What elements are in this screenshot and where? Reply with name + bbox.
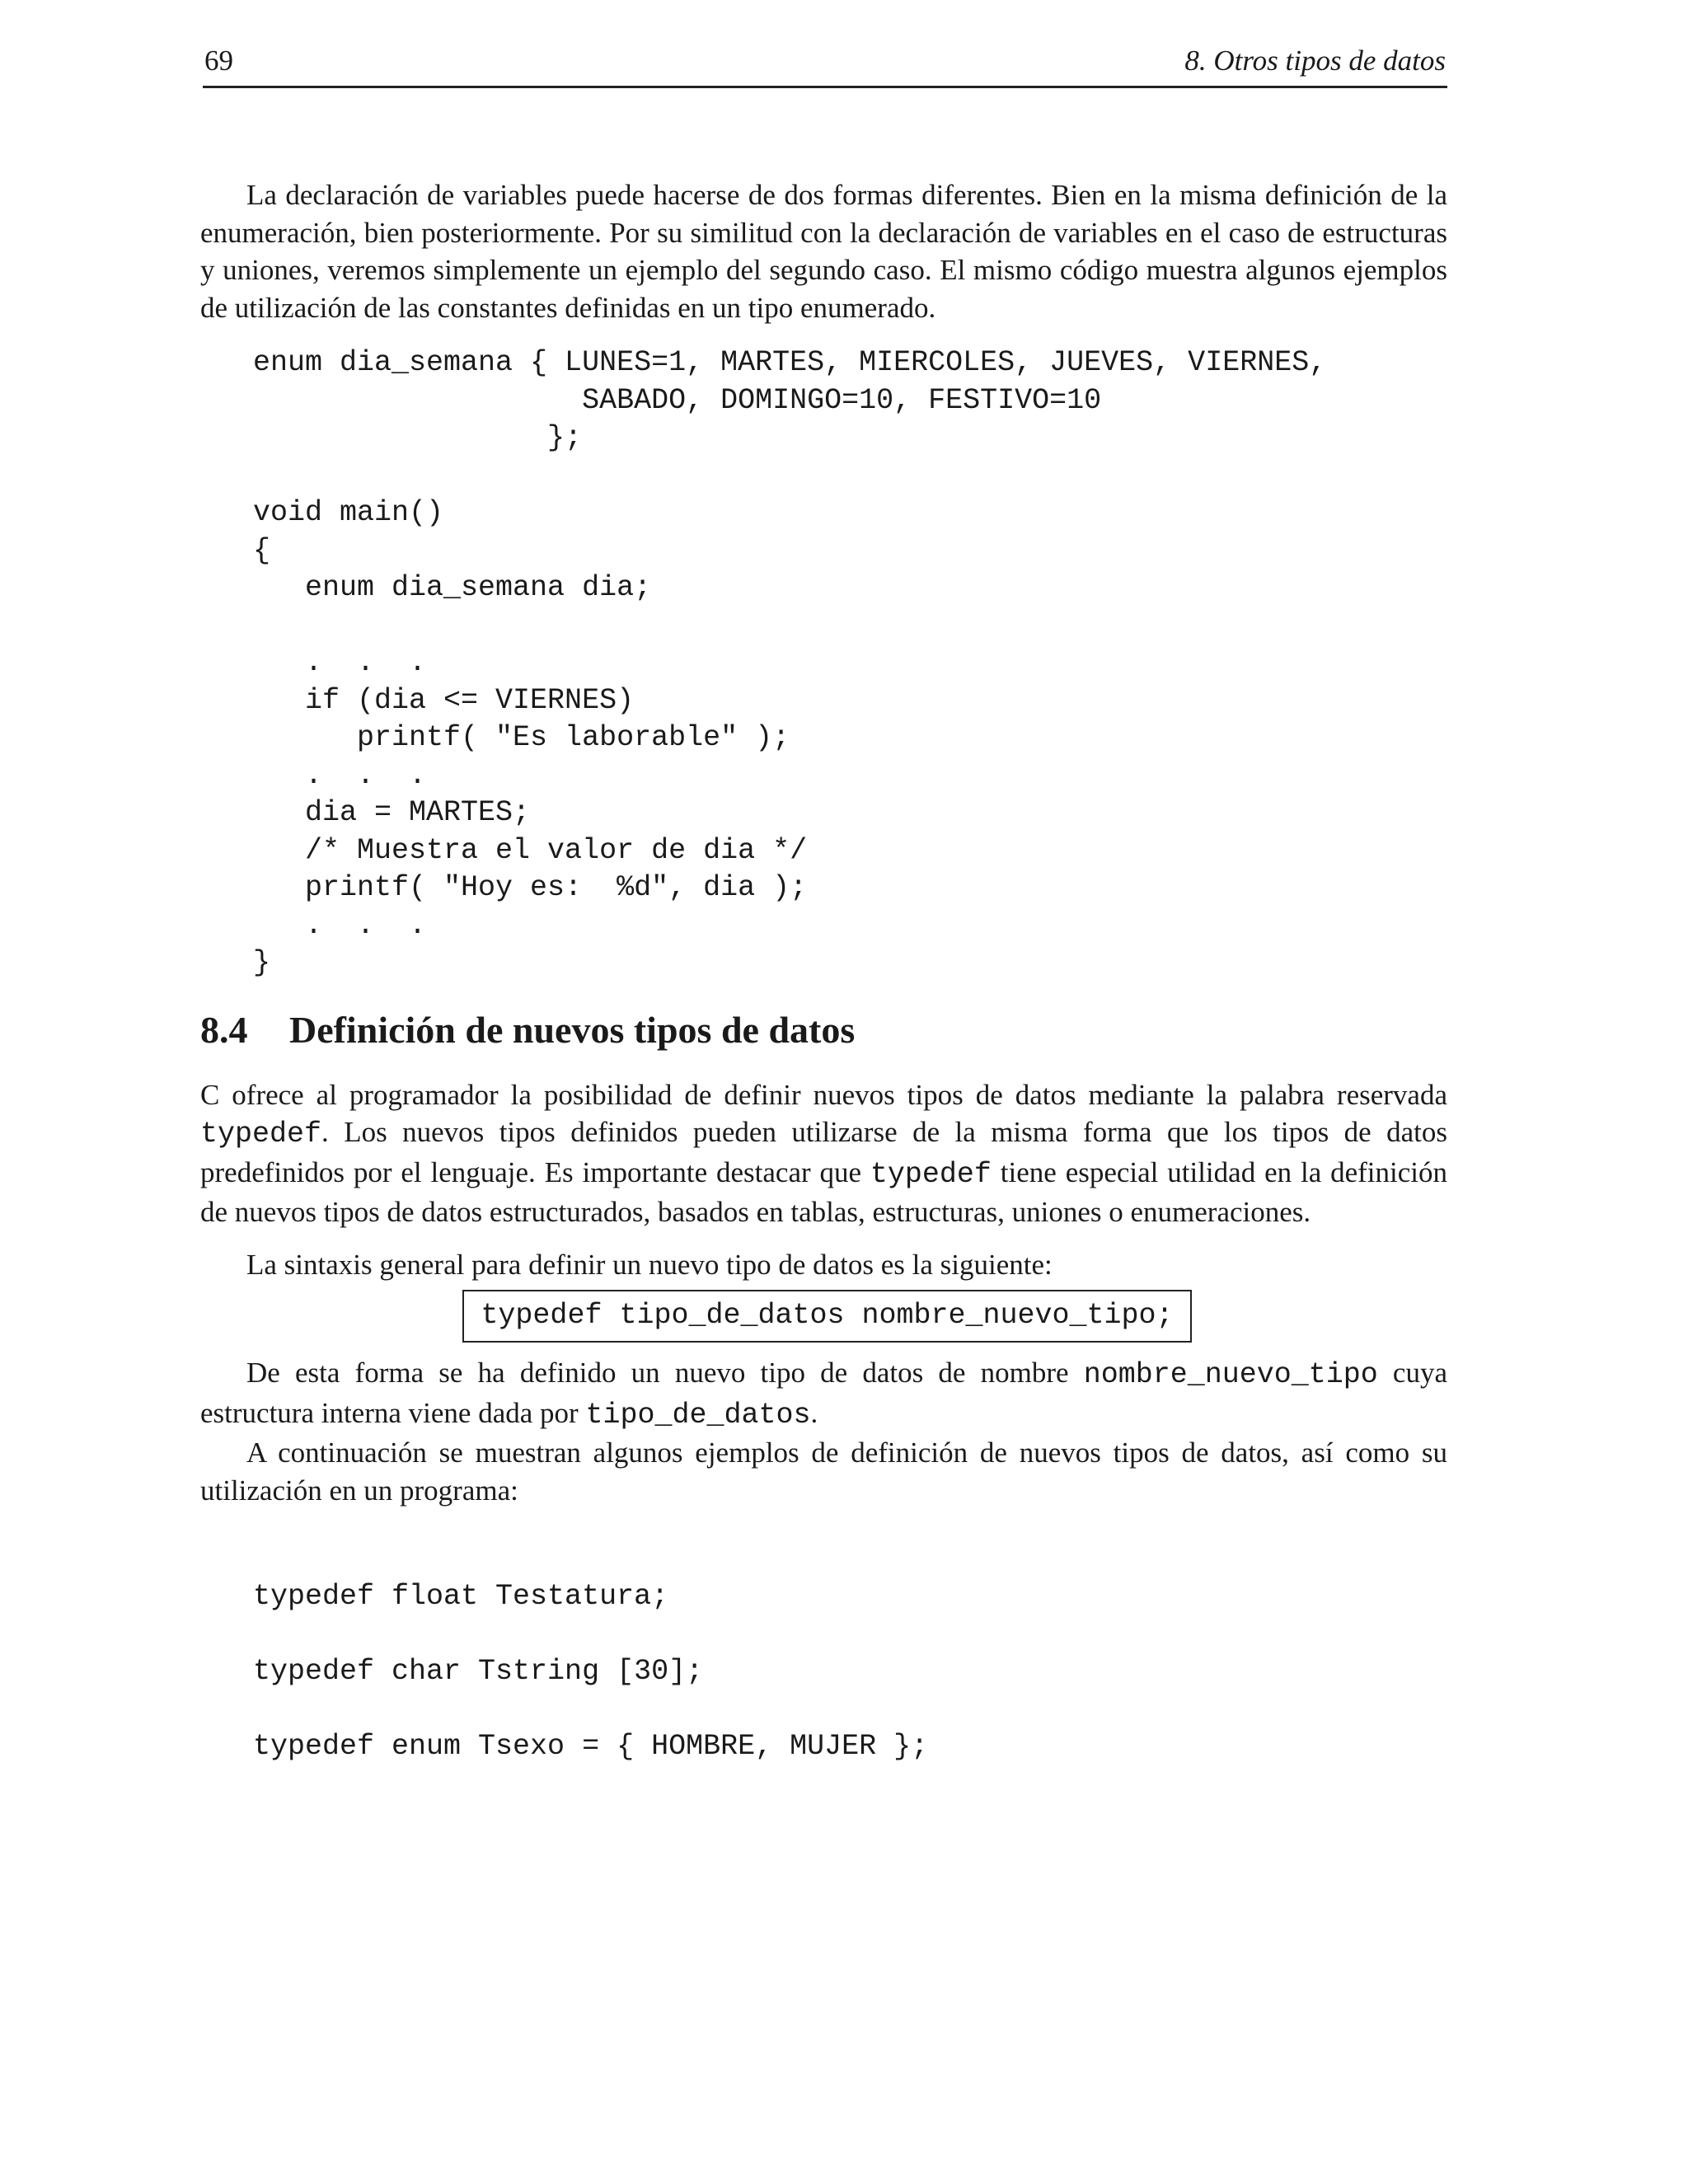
chapter-title: 8. Otros tipos de datos [1184,45,1446,77]
examples-paragraph: A continuación se muestran algunos ejemplos de definición de nuevos tipos de datos, así como su utilización en un programa: [200,1436,1447,1507]
code-line [253,1691,1447,1729]
code-line: enum dia_semana { LUNES=1, MARTES, MIERCOLES, JUEVES, VIERNES, [253,346,1327,379]
enum-code-block [200,344,1447,982]
typedef-keyword-2: typedef [870,1157,992,1191]
syntax-intro-paragraph: La sintaxis general para definir un nuevo tipo de datos es la siguiente: [246,1248,1053,1281]
syntax-box: typedef tipo_de_datos nombre_nuevo_tipo; [462,1290,1191,1343]
code-line [253,457,1447,495]
defined-code-1: nombre_nuevo_tipo [1083,1358,1378,1391]
defined-text-1: De esta forma se ha definido un nuevo tipo de datos de nombre [246,1357,1084,1389]
code-line: }; [253,421,583,454]
page-body [200,176,1447,1766]
section-heading [200,1007,1447,1053]
code-line: typedef char Tstring [30]; [253,1655,704,1688]
code-line [253,607,1447,645]
typedef-text-2: . Los nuevos tipos definidos pueden utilizarse de la misma forma que los tipos de datos predefinidos por el lenguaje. Es importante destacar que [200,1116,1447,1188]
code-line: { [253,533,271,567]
defined-code-2: tipo_de_datos [585,1398,811,1432]
code-line: SABADO, DOMINGO=10, FESTIVO=10 [253,383,1102,417]
code-line: . . . [253,758,427,792]
code-line: dia = MARTES; [253,796,531,829]
code-line: } [253,946,271,979]
defined-text-3: . [810,1396,818,1429]
typedef-text-3: tiene especial utilidad en la definición de nuevos tipos de datos estructurados, basados en tablas, estructuras, uniones o enumeraciones. [200,1155,1447,1228]
running-header [203,43,1447,88]
code-line: printf( "Es laborable" ); [253,721,790,754]
code-line: void main() [253,496,444,529]
syntax-box-wrapper [200,1290,1447,1343]
page-number: 69 [204,45,233,77]
code-line [253,1616,1447,1654]
code-line: enum dia_semana dia; [253,571,652,604]
typedef-code-block [200,1578,1447,1766]
code-line: . . . [253,646,427,679]
section-title: Definición de nuevos tipos de datos [289,1008,856,1051]
typedef-text-1: C ofrece al programador la posibilidad de definir nuevos tipos de datos mediante la palabra reservada [200,1078,1447,1111]
intro-paragraph: La declaración de variables puede hacerse de dos formas diferentes. Bien en la misma definición de la enumeración, bien posteriormente. Por su similitud con la declaración de variables en el caso de estructuras y uniones, veremos simplemente un ejemplo del segundo caso. El mismo código muestra algunos ejemplos de utilización de las constantes definidas en un tipo enumerado. [200,179,1447,324]
code-line: /* Muestra el valor de dia */ [253,833,808,867]
code-line: . . . [253,908,427,942]
defined-paragraph [200,1354,1447,1434]
section-number: 8.4 [200,1008,248,1051]
typedef-paragraph [200,1076,1447,1231]
code-line: if (dia <= VIERNES) [253,683,635,717]
defined-text-2: cuya estructura interna viene dada por [200,1357,1447,1429]
typedef-keyword-1: typedef [200,1118,322,1151]
code-line: typedef float Testatura; [253,1580,669,1613]
code-line: printf( "Hoy es: %d", dia ); [253,871,808,904]
code-line: typedef enum Tsexo = { HOMBRE, MUJER }; [253,1730,929,1763]
